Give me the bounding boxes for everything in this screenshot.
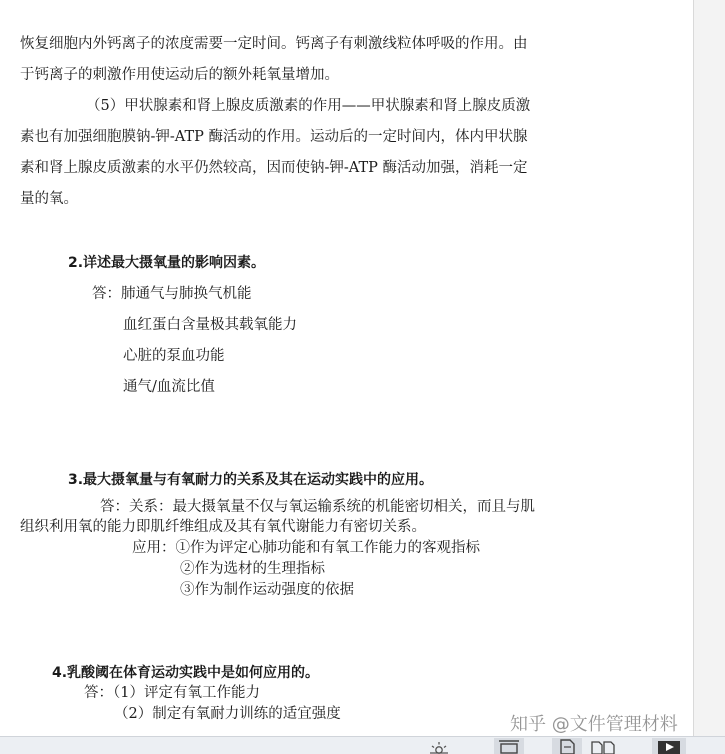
answer-line: 应用：①作为评定心肺功能和有氧工作能力的客观指标 <box>132 540 480 556</box>
status-bar <box>0 736 725 754</box>
play-icon[interactable] <box>652 738 686 754</box>
answer-line: ③作为制作运动强度的依据 <box>180 582 354 598</box>
question-heading: 3.最大摄氧量与有氧耐力的关系及其在运动实践中的应用。 <box>68 472 434 488</box>
answer-line: 心脏的泵血功能 <box>123 348 225 364</box>
answer-line: 答：（1）评定有氧工作能力 <box>84 685 260 701</box>
answer-line: （2）制定有氧耐力训练的适宜强度 <box>114 706 341 722</box>
body-line: 素也有加强细胞膜钠-钾-ATP 酶活动的作用。运动后的一定时间内，体内甲状腺 <box>20 129 528 145</box>
sun-icon[interactable] <box>428 740 450 754</box>
question-heading: 4.乳酸阈在体育运动实践中是如何应用的。 <box>52 665 320 681</box>
body-line: （5）甲状腺素和肾上腺皮质激素的作用——甲状腺素和肾上腺皮质激 <box>86 98 531 114</box>
question-heading: 2.详述最大摄氧量的影响因素。 <box>68 255 266 271</box>
answer-line: 答：肺通气与肺换气机能 <box>92 286 252 302</box>
vertical-scrollbar[interactable] <box>693 0 725 736</box>
body-line: 恢复细胞内外钙离子的浓度需要一定时间。钙离子有刺激线粒体呼吸的作用。由 <box>20 36 528 52</box>
answer-line: 答：关系：最大摄氧量不仅与氧运输系统的机能密切相关，而且与肌 <box>100 499 535 515</box>
watermark: 知乎 @文件管理材料 <box>510 714 678 735</box>
body-line: 量的氧。 <box>20 191 78 207</box>
answer-line: 通气/血流比值 <box>123 379 215 395</box>
answer-line: 血红蛋白含量极其载氧能力 <box>123 317 297 333</box>
page-layout-icon[interactable] <box>494 738 524 754</box>
two-page-icon[interactable] <box>588 740 618 754</box>
answer-line: 组织利用氧的能力即肌纤维组成及其有氧代谢能力有密切关系。 <box>20 519 426 535</box>
single-page-icon[interactable] <box>552 738 582 754</box>
body-line: 于钙离子的刺激作用使运动后的额外耗氧量增加。 <box>20 67 339 83</box>
body-line: 素和肾上腺皮质激素的水平仍然较高，因而使钠-钾-ATP 酶活动加强，消耗一定 <box>20 160 528 176</box>
answer-line: ②作为选材的生理指标 <box>180 561 325 577</box>
